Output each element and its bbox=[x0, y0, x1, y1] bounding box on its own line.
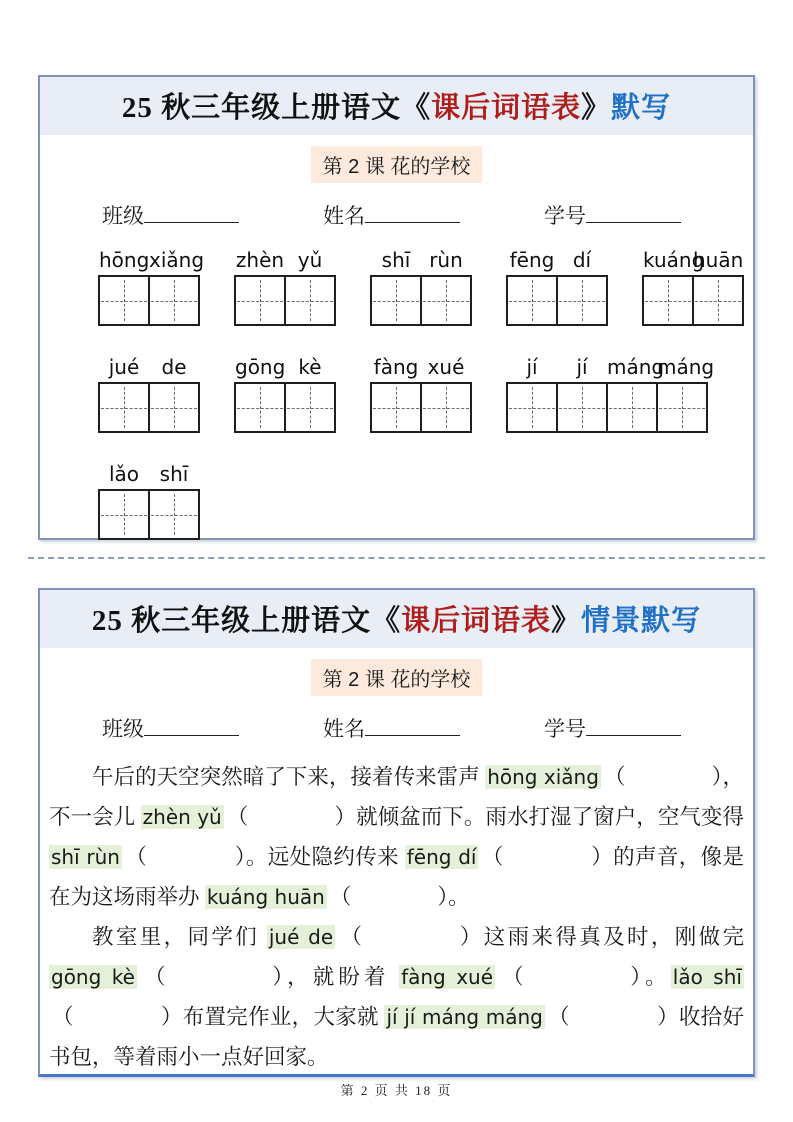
pinyin-label bbox=[506, 248, 608, 272]
blank-underline bbox=[144, 733, 239, 736]
pinyin-syllable: fàng bbox=[373, 355, 419, 379]
paragraph-text: 就倾盆而下。雨水打湿了窗户，空气变得 bbox=[356, 805, 744, 829]
lesson-subtitle-wrap bbox=[40, 659, 753, 696]
word-grid-row bbox=[98, 248, 753, 326]
writing-cell bbox=[556, 384, 606, 431]
pinyin-label bbox=[370, 355, 472, 379]
answer-blank: （ ） bbox=[498, 965, 646, 989]
title-part: 课后词语表 bbox=[431, 92, 582, 124]
writing-cells bbox=[98, 275, 200, 326]
pinyin-label bbox=[234, 355, 336, 379]
title-part: 《 bbox=[401, 92, 432, 124]
pinyin-label bbox=[98, 248, 205, 272]
pinyin-syllable: máng bbox=[607, 355, 665, 379]
paragraph-text: 。远处隐约传来 bbox=[245, 845, 405, 869]
title-part: 》 bbox=[551, 605, 582, 637]
pinyin-label bbox=[98, 462, 200, 486]
paragraph-text: 午后的天空突然暗了下来，接着传来雷声 bbox=[92, 765, 486, 789]
title-part: 25 秋三年级上册语文 bbox=[91, 605, 372, 637]
paragraph-text: 。 bbox=[448, 885, 470, 909]
writing-cells bbox=[98, 489, 200, 540]
blank-underline bbox=[365, 733, 460, 736]
pinyin-highlight: kuáng huān bbox=[206, 885, 325, 909]
answer-blank: （ ） bbox=[329, 885, 449, 909]
pinyin-highlight: jué de bbox=[268, 925, 334, 949]
pinyin-syllable: xué bbox=[427, 355, 465, 379]
writing-cell bbox=[420, 277, 470, 324]
pinyin-syllable: rùn bbox=[429, 248, 463, 272]
field-label: 姓名 bbox=[323, 204, 365, 228]
writing-cells bbox=[370, 382, 472, 433]
title-part: 情景默写 bbox=[581, 605, 702, 637]
writing-cell bbox=[656, 384, 706, 431]
pinyin-syllable: kè bbox=[298, 355, 322, 379]
context-paragraphs bbox=[40, 743, 753, 1077]
field-label: 班级 bbox=[102, 204, 144, 228]
writing-grid-area bbox=[40, 230, 753, 540]
student-field bbox=[102, 200, 239, 230]
answer-blank: （ ） bbox=[547, 1005, 679, 1029]
field-label: 学号 bbox=[544, 204, 586, 228]
paragraph-text: 教室里，同学们 bbox=[92, 925, 267, 949]
blank-underline bbox=[365, 220, 460, 223]
paragraph-text: ，不一会儿 bbox=[49, 765, 744, 829]
writing-cells bbox=[506, 275, 608, 326]
pinyin-syllable: shī bbox=[381, 248, 411, 272]
title-part: 《 bbox=[371, 605, 402, 637]
lesson-subtitle: 第 2 课 花的学校 bbox=[311, 659, 483, 696]
writing-cells bbox=[506, 382, 708, 433]
pinyin-highlight: shī rùn bbox=[51, 845, 120, 869]
writing-cell bbox=[372, 277, 420, 324]
pinyin-highlight: fàng xué bbox=[401, 965, 494, 989]
writing-cell bbox=[606, 384, 656, 431]
answer-blank: （ ） bbox=[481, 845, 614, 869]
pinyin-label bbox=[234, 248, 336, 272]
pinyin-syllable: gōng bbox=[235, 355, 286, 379]
answer-blank: （ ） bbox=[226, 805, 357, 829]
cut-divider-dashed-line bbox=[28, 557, 765, 559]
answer-blank: （ ） bbox=[139, 965, 288, 989]
worksheet-title bbox=[122, 92, 671, 124]
word-group bbox=[370, 355, 472, 433]
pinyin-syllable: shī bbox=[159, 462, 189, 486]
student-field bbox=[544, 713, 681, 743]
student-info-row bbox=[40, 200, 753, 230]
pinyin-syllable: jí bbox=[526, 355, 538, 379]
answer-blank: （ ） bbox=[338, 925, 484, 949]
pinyin-highlight: hōng xiǎng bbox=[487, 765, 599, 789]
writing-cells bbox=[234, 275, 336, 326]
writing-cell bbox=[148, 491, 198, 538]
lesson-subtitle-wrap bbox=[40, 146, 753, 183]
writing-cell bbox=[284, 277, 334, 324]
field-label: 姓名 bbox=[323, 717, 365, 741]
pinyin-syllable: de bbox=[161, 355, 187, 379]
page-footer: 第 2 页 共 18 页 bbox=[340, 1083, 453, 1098]
title-part: 默写 bbox=[611, 92, 672, 124]
word-group bbox=[98, 462, 200, 540]
pinyin-syllable: máng bbox=[657, 355, 715, 379]
word-group bbox=[370, 248, 472, 326]
worksheet-title bbox=[92, 605, 701, 637]
answer-blank: （ ） bbox=[603, 765, 723, 789]
context-dictation-section bbox=[38, 588, 755, 1077]
title-part: 课后词语表 bbox=[401, 605, 552, 637]
writing-cell bbox=[644, 277, 692, 324]
writing-cell bbox=[372, 384, 420, 431]
writing-cells bbox=[370, 275, 472, 326]
dictation-worksheet-section bbox=[38, 75, 755, 540]
paragraph-text: 收拾好书包，等着雨小一点好回家。 bbox=[49, 1005, 744, 1069]
writing-cells bbox=[98, 382, 200, 433]
writing-cell bbox=[284, 384, 334, 431]
blank-underline bbox=[586, 733, 681, 736]
pinyin-syllable: yǔ bbox=[297, 248, 323, 272]
paragraph-text: 布置完作业，大家就 bbox=[182, 1005, 385, 1029]
pinyin-syllable: xiǎng bbox=[149, 248, 205, 272]
writing-cell bbox=[236, 384, 284, 431]
writing-cell bbox=[100, 277, 148, 324]
student-field bbox=[323, 200, 460, 230]
student-field bbox=[544, 200, 681, 230]
pinyin-label bbox=[370, 248, 472, 272]
pinyin-syllable: jué bbox=[108, 355, 140, 379]
word-grid-row bbox=[98, 462, 753, 540]
lesson-subtitle: 第 2 课 花的学校 bbox=[311, 146, 483, 183]
writing-cells bbox=[642, 275, 744, 326]
context-paragraph bbox=[49, 917, 744, 1077]
word-group bbox=[642, 248, 744, 326]
pinyin-syllable: kuáng bbox=[643, 248, 705, 272]
context-paragraph bbox=[49, 757, 744, 917]
title-part: 》 bbox=[581, 92, 612, 124]
word-group bbox=[506, 248, 608, 326]
section-header bbox=[40, 77, 753, 135]
pinyin-label bbox=[98, 355, 200, 379]
writing-cells bbox=[234, 382, 336, 433]
title-part: 25 秋三年级上册语文 bbox=[121, 92, 402, 124]
writing-cell bbox=[556, 277, 606, 324]
writing-cell bbox=[692, 277, 742, 324]
pinyin-syllable: fēng bbox=[509, 248, 555, 272]
writing-cell bbox=[100, 384, 148, 431]
word-group bbox=[98, 355, 200, 433]
word-group bbox=[234, 355, 336, 433]
pinyin-syllable: lǎo bbox=[108, 462, 140, 486]
student-field bbox=[323, 713, 460, 743]
writing-cell bbox=[236, 277, 284, 324]
pinyin-label bbox=[642, 248, 744, 272]
pinyin-highlight: jí jí máng máng bbox=[386, 1005, 543, 1029]
pinyin-highlight: gōng kè bbox=[51, 965, 135, 989]
pinyin-syllable: jí bbox=[576, 355, 588, 379]
pinyin-label bbox=[506, 355, 715, 379]
pinyin-highlight: zhèn yǔ bbox=[142, 805, 222, 829]
blank-underline bbox=[144, 220, 239, 223]
writing-cell bbox=[148, 277, 198, 324]
answer-blank: （ ） bbox=[52, 1005, 183, 1029]
pinyin-syllable: huān bbox=[693, 248, 744, 272]
pinyin-highlight: lǎo shī bbox=[672, 965, 742, 989]
word-group bbox=[234, 248, 336, 326]
word-group bbox=[506, 355, 715, 433]
writing-cell bbox=[100, 491, 148, 538]
writing-cell bbox=[508, 277, 556, 324]
paragraph-text: 。 bbox=[645, 965, 671, 989]
pinyin-syllable: hōng bbox=[99, 248, 150, 272]
paragraph-text: ，就盼着 bbox=[287, 965, 400, 989]
writing-cell bbox=[508, 384, 556, 431]
word-group bbox=[98, 248, 205, 326]
paragraph-text: 这雨来得真及时，刚做完 bbox=[483, 925, 744, 949]
writing-cell bbox=[148, 384, 198, 431]
field-label: 班级 bbox=[102, 717, 144, 741]
pinyin-syllable: dí bbox=[572, 248, 592, 272]
section-header bbox=[40, 590, 753, 648]
answer-blank: （ ） bbox=[124, 845, 246, 869]
blank-underline bbox=[586, 220, 681, 223]
field-label: 学号 bbox=[544, 717, 586, 741]
student-info-row bbox=[40, 713, 753, 743]
writing-cell bbox=[420, 384, 470, 431]
pinyin-syllable: zhèn bbox=[235, 248, 285, 272]
word-grid-row bbox=[98, 355, 753, 433]
pinyin-highlight: fēng dí bbox=[406, 845, 477, 869]
student-field bbox=[102, 713, 239, 743]
paragraph-text: 的声音，像是在为这场雨举办 bbox=[49, 845, 744, 909]
